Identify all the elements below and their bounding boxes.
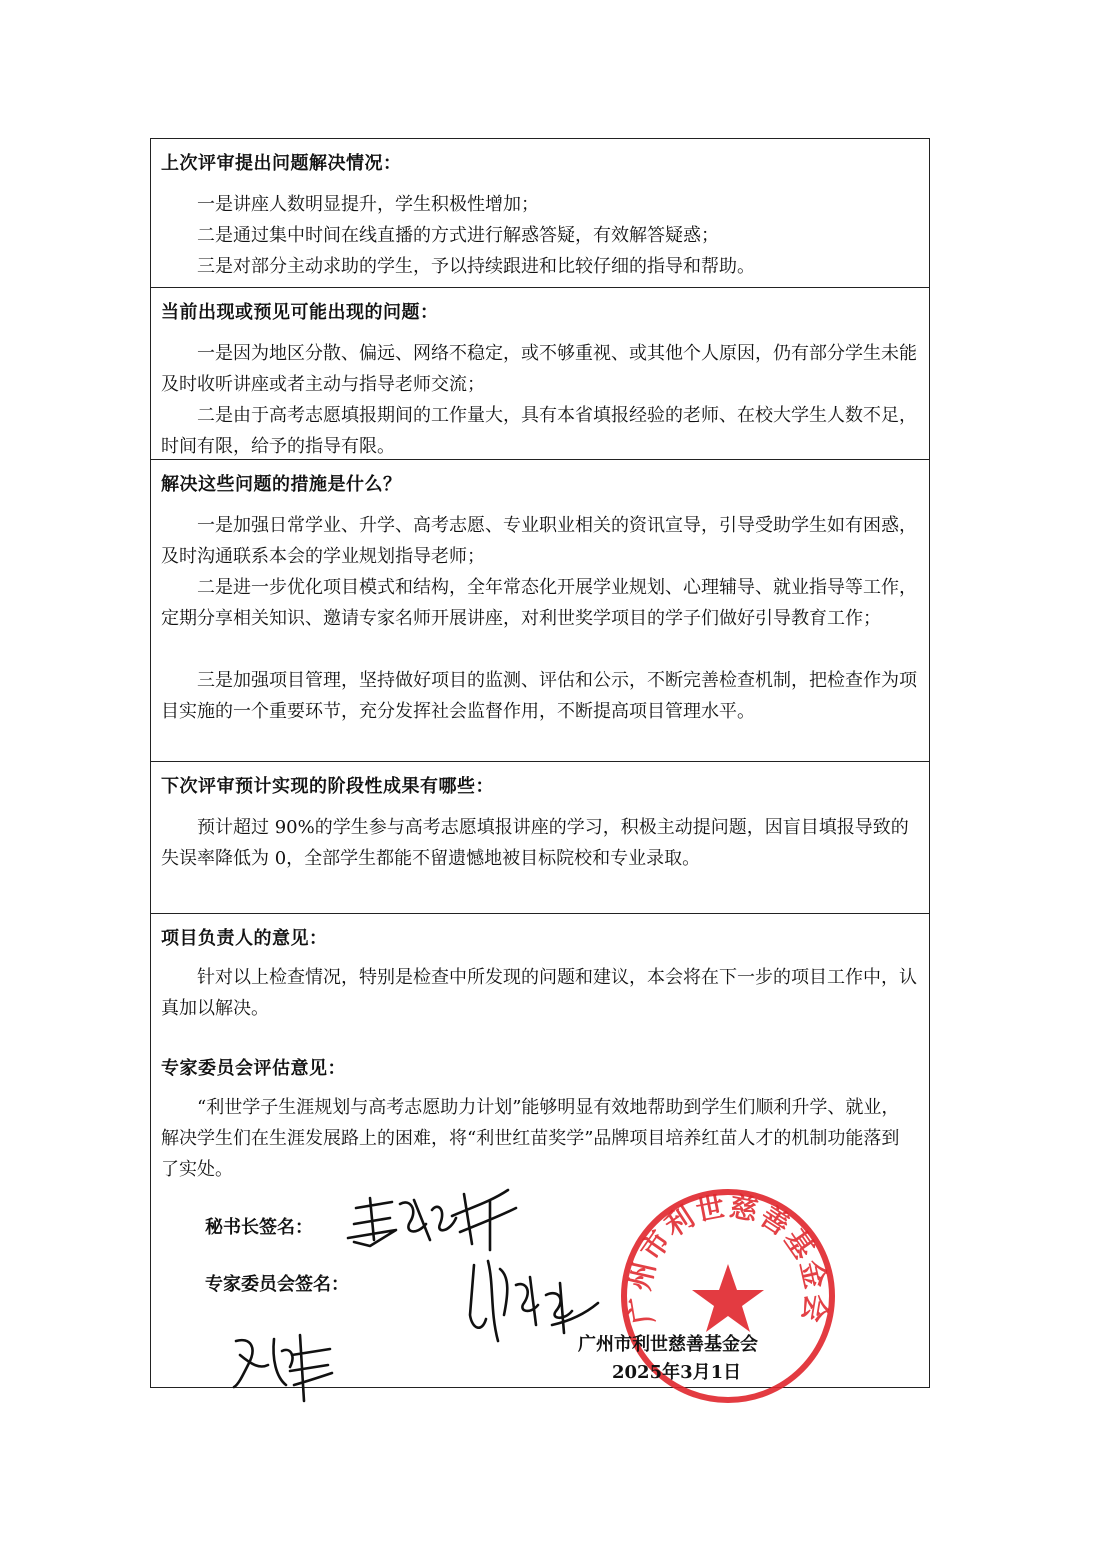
expert-title: 专家委员会评估意见： <box>161 1058 346 1079</box>
section-title: 下次评审预计实现的阶段性成果有哪些： <box>161 776 494 797</box>
paragraph: 二是由于高考志愿填报期间的工作量大，具有本省填报经验的老师、在校大学生人数不足，时间有限，给予的指导有限。 <box>161 405 917 457</box>
committee-signature-left <box>228 1325 348 1405</box>
committee-signature-label: 专家委员会签名： <box>205 1274 349 1295</box>
section-title: 项目负责人的意见： <box>161 928 328 949</box>
paragraph: 一是因为地区分散、偏远、网络不稳定，或不够重视、或其他个人原因，仍有部分学生未能及时收听讲座或者主动与指导老师交流； <box>161 343 917 395</box>
paragraph: 三是对部分主动求助的学生，予以持续跟进和比较仔细的指导和帮助。 <box>197 256 755 277</box>
section-title: 当前出现或预见可能出现的问题： <box>161 302 439 323</box>
expert-paragraph: “利世学子生涯规划与高考志愿助力计划”能够明显有效地帮助到学生们顺利升学、就业，解决学生们在生涯发展路上的困难，将“利世红苗奖学”品牌项目培养红苗人才的机制功能落到了实处。 <box>161 1097 900 1180</box>
section-current-issues <box>151 287 929 459</box>
section-previous-issues <box>151 139 929 287</box>
seal-text: 广州市利世慈善基金会 <box>622 1189 834 1327</box>
secretary-signature-label: 秘书长签名： <box>205 1217 313 1238</box>
paragraph: 一是加强日常学业、升学、高考志愿、专业职业相关的资讯宣导，引导受助学生如有困惑，及时沟通联系本会的学业规划指导老师； <box>161 515 917 567</box>
paragraph: 针对以上检查情况，特别是检查中所发现的问题和建议，本会将在下一步的项目工作中，认真加以解决。 <box>161 967 917 1019</box>
paragraph: 二是通过集中时间在线直播的方式进行解惑答疑，有效解答疑惑； <box>197 225 719 246</box>
paragraph: 预计超过 90%的学生参与高考志愿填报讲座的学习，积极主动提问题，因盲目填报导致的失误率降低为 0，全部学生都能不留遗憾地被目标院校和专业录取。 <box>161 817 909 869</box>
section-expected-results <box>151 761 929 913</box>
paragraph: 二是进一步优化项目模式和结构，全年常态化开展学业规划、心理辅导、就业指导等工作，定期分享相关知识、邀请专家名师开展讲座，对利世奖学项目的学子们做好引导教育工作； <box>161 577 917 629</box>
section-title: 解决这些问题的措施是什么？ <box>161 474 402 495</box>
sign-date: 2025年3月1日 <box>612 1362 742 1383</box>
paragraph: 一是讲座人数明显提升，学生积极性增加； <box>197 194 539 215</box>
section-title: 上次评审提出问题解决情况： <box>161 153 402 174</box>
section-measures <box>151 459 929 761</box>
org-name: 广州市利世慈善基金会 <box>578 1334 758 1355</box>
paragraph: 三是加强项目管理，坚持做好项目的监测、评估和公示，不断完善检查机制，把检查作为项目实施的一个重要环节，充分发挥社会监督作用，不断提高项目管理水平。 <box>161 670 917 722</box>
secretary-signature <box>340 1180 530 1260</box>
